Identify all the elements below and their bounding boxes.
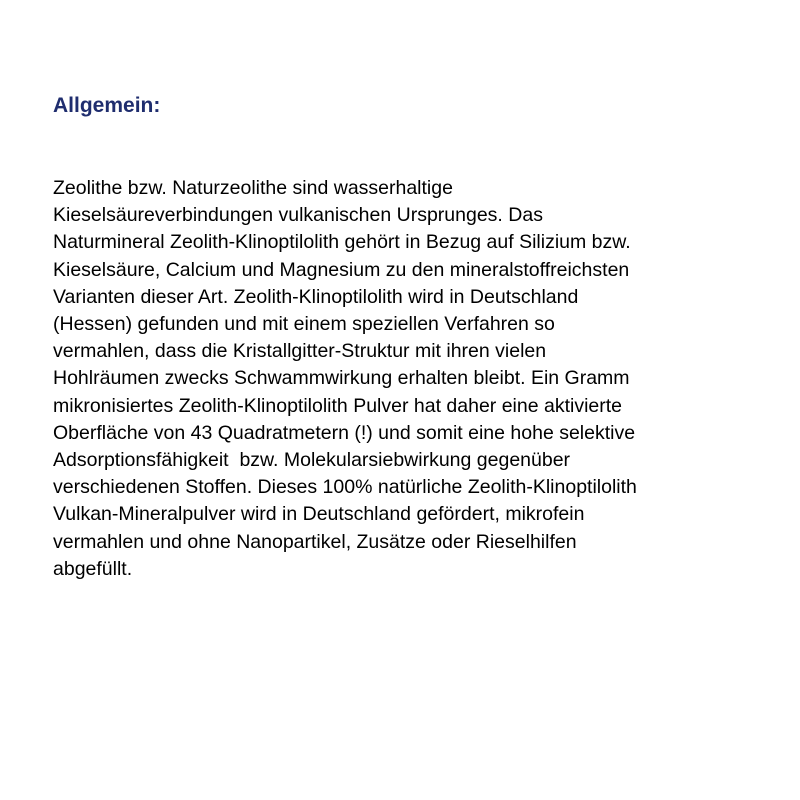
paragraph-line: Kieselsäureverbindungen vulkanischen Ursprunges. Das [53, 204, 543, 227]
paragraph-line: abgefüllt. [53, 557, 133, 580]
paragraph-line: Naturmineral Zeolith-Klinoptilolith gehört in Bezug auf Silizium bzw. [53, 231, 631, 254]
paragraph-line: verschiedenen Stoffen. Dieses 100% natürliche Zeolith-Klinoptilolith [53, 476, 637, 499]
paragraph-line: Hohlräumen zwecks Schwammwirkung erhalten bleibt. Ein Gramm [53, 367, 630, 390]
body-paragraph [53, 175, 773, 583]
section-heading: Allgemein: [53, 94, 161, 117]
paragraph-line: mikronisiertes Zeolith-Klinoptilolith Pulver hat daher eine aktivierte [53, 394, 623, 417]
paragraph-line: Varianten dieser Art. Zeolith-Klinoptilolith wird in Deutschland [53, 285, 579, 308]
paragraph-line: Kieselsäure, Calcium und Magnesium zu den mineralstoffreichsten [53, 258, 630, 281]
paragraph-line: Oberfläche von 43 Quadratmetern (!) und somit eine hohe selektive [53, 421, 636, 444]
paragraph-line: Zeolithe bzw. Naturzeolithe sind wasserhaltige [53, 177, 453, 199]
paragraph-line: vermahlen, dass die Kristallgitter-Struktur mit ihren vielen [53, 340, 547, 363]
paragraph-line: vermahlen und ohne Nanopartikel, Zusätze oder Rieselhilfen [53, 530, 577, 553]
paragraph-line: Vulkan-Mineralpulver wird in Deutschland gefördert, mikrofein [53, 503, 585, 526]
paragraph-line: Adsorptionsfähigkeit bzw. Molekularsiebwirkung gegenüber [53, 449, 571, 472]
paragraph-line: (Hessen) gefunden und mit einem speziellen Verfahren so [53, 313, 555, 336]
